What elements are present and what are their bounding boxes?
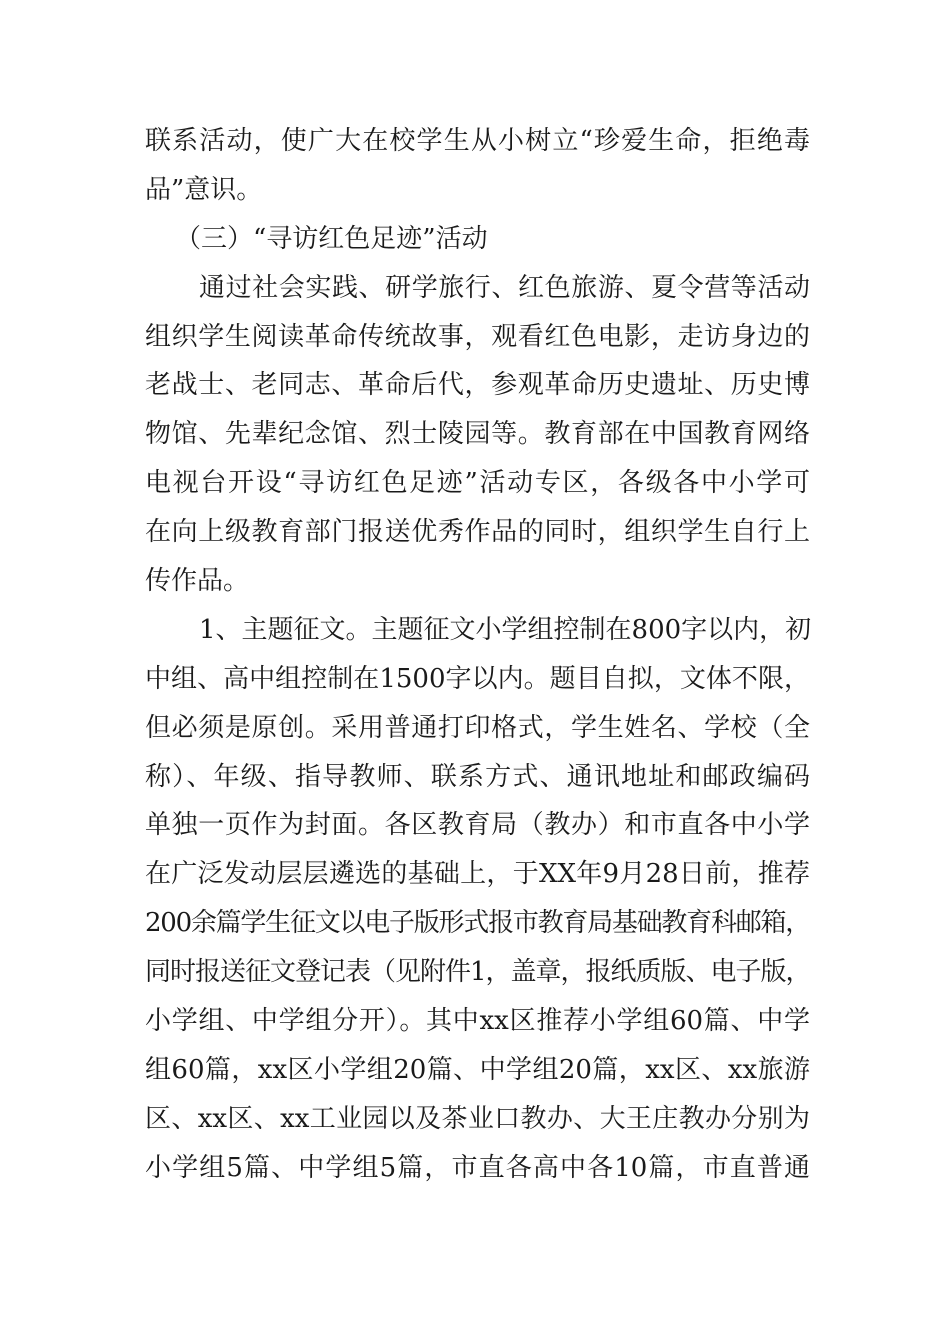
paragraph-line: 联系活动，使广大在校学生从小树立“珍爱生命，拒绝毒: [145, 126, 810, 156]
paragraph-line: 电视台开设“寻访红色足迹”活动专区，各级各中小学可: [145, 468, 810, 499]
paragraph-line: 通过社会实践、研学旅行、红色旅游、夏令营等活动: [199, 272, 810, 303]
section-heading: （三）“寻访红色足迹”活动: [175, 223, 488, 254]
paragraph-line: 中组、高中组控制在1500字以内。题目自拟，文体不限，: [145, 663, 810, 694]
paragraph-line: 同时报送征文登记表（见附件1，盖章，报纸质版、电子版，: [145, 957, 811, 988]
paragraph-line: 在广泛发动层层遴选的基础上，于XX年9月28日前，推荐: [145, 859, 810, 890]
paragraph-line: 但必须是原创。采用普通打印格式，学生姓名、学校（全: [145, 712, 810, 743]
paragraph-line: 组织学生阅读革命传统故事，观看红色电影，走访身边的: [145, 321, 810, 352]
document-body: [145, 117, 810, 1193]
paragraph-line: 品”意识。: [145, 174, 263, 205]
paragraph-line: 老战士、老同志、革命后代，参观革命历史遗址、历史博: [145, 370, 810, 401]
paragraph-line: 组60篇，xx区小学组20篇、中学组20篇，xx区、xx旅游: [145, 1054, 810, 1085]
paragraph-line: 小学组、中学组分开）。其中xx区推荐小学组60篇、中学: [145, 1006, 810, 1037]
paragraph-line: 区、xx区、xx工业园以及茶业口教办、大王庄教办分别为: [145, 1103, 810, 1134]
paragraph-line: 传作品。: [145, 566, 250, 597]
paragraph-line: 1、主题征文。主题征文小学组控制在800字以内，初: [199, 614, 812, 645]
paragraph-line: 称）、年级、指导教师、联系方式、通讯地址和邮政编码: [145, 761, 810, 792]
paragraph-line: 单独一页作为封面。各区教育局（教办）和市直各中小学: [145, 810, 810, 841]
paragraph-line: 200余篇学生征文以电子版形式报市教育局基础教育科邮箱，: [145, 908, 810, 939]
paragraph-line: 在向上级教育部门报送优秀作品的同时，组织学生自行上: [145, 517, 810, 548]
paragraph-line: 物馆、先辈纪念馆、烈士陵园等。教育部在中国教育网络: [145, 419, 810, 450]
paragraph-line: 小学组5篇、中学组5篇，市直各高中各10篇，市直普通: [145, 1152, 810, 1183]
